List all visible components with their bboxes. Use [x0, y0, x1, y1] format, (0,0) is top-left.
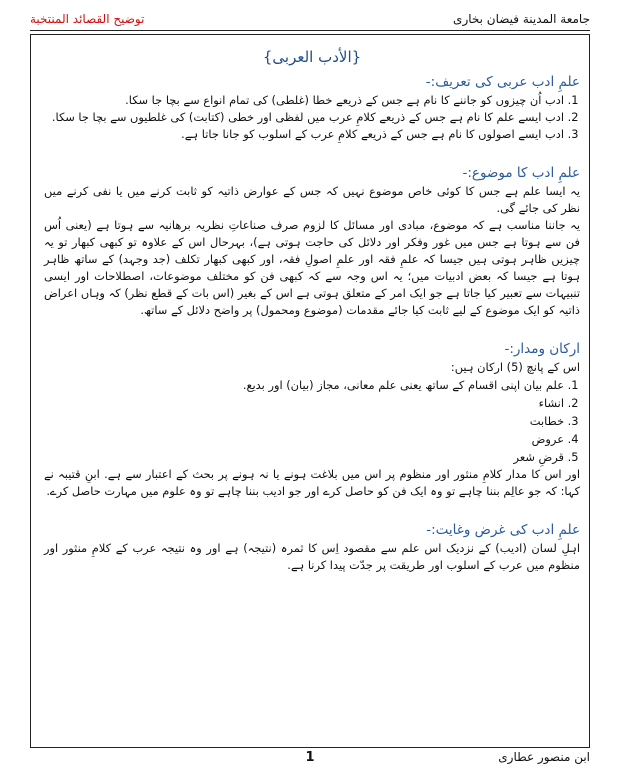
definition-item: 3. ادب ایسے اصولوں کا نام ہے جس کے ذریعے کلامِ عرب کے اسلوب کو جانا جاتا ہے.: [44, 126, 564, 143]
subject-paragraph-1: یہ ایسا علم ہے جس کا کوئی خاص موضوع نہیں کہ جس کے عوارض ذاتیہ کو ثابت کرنے میں یا نفی کرنے میں نظر کی جائے گی.: [44, 184, 580, 215]
footer-author: ابن منصور عطاری: [498, 750, 590, 764]
section-heading-purpose: علمِ ادب کی غرض وغایت:-: [426, 522, 580, 538]
page-title: {الأدب العربی}: [262, 48, 362, 66]
section-heading-subject: علمِ ادب کا موضوع:-: [462, 165, 580, 181]
page-number: 1: [305, 750, 315, 765]
header-book-title: توضیح القصائد المنتخبة: [30, 12, 145, 26]
subject-paragraph-2: یہ جاننا مناسب ہے کہ موضوع، مبادی اور مسائل کا لزوم صرف صناعاتِ نظریہ برھانیہ سے ہوتا ہے (یعنی اُس فن سے ہوتا ہے جس میں غور وفکر اور دلائل کی حاجت ہوتی ہے)، بہرحال اس کے علاوہ تو کبھی کبھار تو یہ چیزیں ظاہر ہوتی ہیں جیسا کہ علمِ فقہ اور علمِ اصولِ فقہ، اور کبھی کبھار تکلف (جد وجہد) کے ساتھ ظاہر ہوتا ہے جیسا کہ بعض ادبیات میں؛ یہ اس وجہ سے کہ کبھی فن کو مختلف موضوعات، اصطلاحات اور ایسی تنبیہات سے تعبیر کیا جاتا ہے جو ایک امر کے متعلق ہوتی ہے اس کے بغیر (اس بات کے قطع نظر) کہ وہاں اعراض ذاتیہ کو ایک موضوع کے لیے ثابت کیا جائے مقدمات (موضوع ومحمول) پر واضح دلائل کے ساتھ.: [44, 218, 580, 317]
header-university: جامعة المدینة فیضان بخاری: [453, 12, 590, 26]
pillar-item: 3. خطابت: [44, 412, 564, 430]
section-heading-pillars: ارکان ومدار:-: [504, 341, 580, 357]
header-rule: [30, 30, 590, 31]
page-footer: [30, 750, 590, 768]
definition-list: [44, 92, 580, 143]
page-content: [44, 42, 580, 574]
pillar-item: 1. علم بیان اپنی اقسام کے ساتھ یعنی علم معانی، مجاز (بیان) اور بدیع.: [44, 376, 564, 394]
pillar-item: 2. انشاء: [44, 394, 564, 412]
section-heading-definition: علمِ ادب عربی کی تعریف:-: [425, 74, 580, 90]
definition-item: 2. ادب ایسے علم کا نام ہے جس کے ذریعے کلامِ عرب میں لفظی اور خطی (کتابت) کی غلطیوں سے بچا جا سکا.: [44, 109, 564, 126]
pillars-list: [44, 376, 580, 466]
purpose-paragraph: اہلِ لسان (ادیب) کے نزدیک اس علم سے مقصود اِس کا ثمرہ (نتیجہ) ہے اور وہ نتیجہ عرب کے کلامِ منثور اور منظوم میں عرب کے اسلوب اور طریقت پر جدّت پیدا کرنا ہے.: [44, 541, 580, 572]
pillar-item: 4. عروض: [44, 430, 564, 448]
pillar-item: 5. قرضِ شعر: [44, 448, 564, 466]
definition-item: 1. ادب اُن چیزوں کو جاننے کا نام ہے جس کے ذریعے خطا (غلطی) کی تمام انواع سے بچا جا سکا.: [44, 92, 564, 109]
pillars-intro: اس کے پانچ (5) ارکان ہیں:: [450, 360, 580, 374]
pillars-paragraph: اور اس کا مدار کلامِ منثور اور منظوم پر اس میں بلاغت ہونے یا نہ ہونے پر بحث کے اعتبار سے ہے. ابنِ قتیبہ نے کہا: کہ جو عالِم بننا چاہے تو وہ ایک فن کو حاصل کرے اور جو ادیب بننا چاہے تو وہ علوم میں مہارت حاصل کرے.: [44, 467, 580, 498]
